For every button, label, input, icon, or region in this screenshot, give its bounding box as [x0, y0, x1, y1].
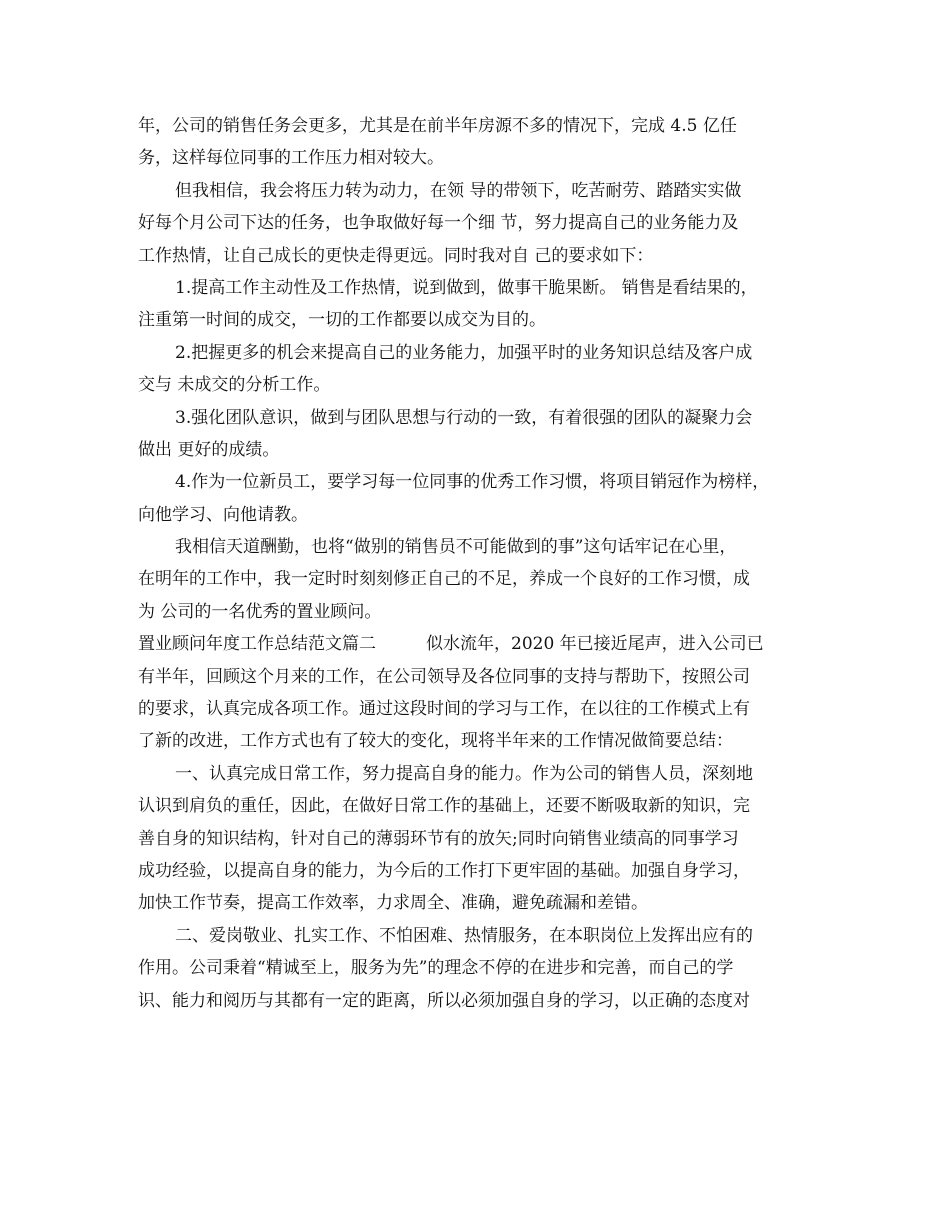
text-line: 成功经验，以提高自身的能力，为今后的工作打下更牢固的基础。加强自身学习，	[138, 860, 750, 881]
text-line: 作用。公司秉着“精诚至上，服务为先”的理念不停的在进步和完善，而自己的学	[138, 958, 734, 979]
paragraph-start-line: 我相信天道酬勤，也将“做别的销售员不可能做到的事”这句话牢记在心里，	[175, 537, 737, 558]
text-line: 工作热情，让自己成长的更快走得更远。同时我对自 己的要求如下：	[138, 245, 654, 266]
section-heading-line	[138, 628, 818, 660]
text-line: 注重第一时间的成交，一切的工作都要以成交为目的。	[138, 310, 546, 331]
paragraph-start-line: 二、爱岗敬业、扎实工作、不怕困难、热情服务，在本职岗位上发挥出应有的	[175, 925, 753, 946]
text-line: 善自身的知识结构，针对自己的薄弱环节有的放矢;同时向销售业绩高的同事学习	[138, 828, 739, 849]
section-heading: 置业顾问年度工作总结范文篇二	[138, 634, 376, 655]
list-item-4: 4.作为一位新员工，要学习每一位同事的优秀工作习惯，将项目销冠作为榜样，	[175, 472, 770, 493]
section-intro-text: 似水流年，2020 年已接近尾声，进入公司已	[426, 634, 764, 655]
text-line: 务，这样每位同事的工作压力相对较大。	[138, 148, 444, 169]
text-line: 在明年的工作中，我一定时时刻刻修正自己的不足，养成一个良好的工作习惯，成	[138, 569, 750, 590]
text-line: 为 公司的一名优秀的置业顾问。	[138, 601, 382, 622]
list-item-3: 3.强化团队意识，做到与团队思想与行动的一致，有着很强的团队的凝聚力会	[175, 407, 753, 428]
text-line: 加快工作节奏，提高工作效率，力求周全、准确，避免疏漏和差错。	[138, 893, 648, 914]
text-line: 识、能力和阅历与其都有一定的距离，所以必须加强自身的学习，以正确的态度对	[138, 990, 750, 1011]
list-item-1: 1.提高工作主动性及工作热情，说到做到，做事干脆果断。 销售是看结果的，	[175, 277, 758, 298]
paragraph-start-line: 但我相信，我会将压力转为动力，在领 导的带领下，吃苦耐劳、踏踏实实做	[175, 180, 742, 201]
text-line: 向他学习、向他请教。	[138, 504, 308, 525]
text-line: 的要求，认真完成各项工作。通过这段时间的学习与工作，在以往的工作模式上有	[138, 699, 750, 720]
text-line: 有半年，回顾这个月来的工作，在公司领导及各位同事的支持与帮助下，按照公司	[138, 666, 750, 687]
text-line: 认识到肩负的重任，因此，在做好日常工作的基础上，还要不断吸取新的知识，完	[138, 796, 750, 817]
text-line: 年，公司的销售任务会更多，尤其是在前半年房源不多的情况下，完成 4.5 亿任	[138, 116, 737, 136]
document-body	[138, 110, 818, 1017]
text-line: 交与 未成交的分析工作。	[138, 375, 331, 396]
text-line: 好每个月公司下达的任务，也争取做好每一个细 节，努力提高自己的业务能力及	[138, 213, 739, 234]
text-line: 做出 更好的成绩。	[138, 439, 280, 460]
text-line: 了新的改进，工作方式也有了较大的变化，现将半年来的工作情况做简要总结：	[138, 731, 733, 752]
list-item-2: 2.把握更多的机会来提高自己的业务能力，加强平时的业务知识总结及客户成	[175, 342, 753, 363]
paragraph-start-line: 一、认真完成日常工作，努力提高自身的能力。作为公司的销售人员，深刻地	[175, 763, 753, 784]
